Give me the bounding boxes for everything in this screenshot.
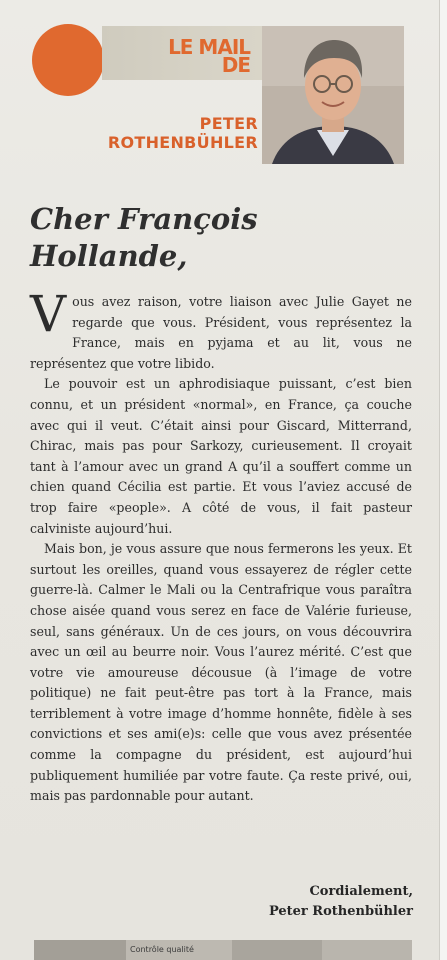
column-brand (168, 35, 250, 77)
portrait-illustration (262, 26, 404, 164)
orange-circle-logo (32, 24, 104, 96)
signoff-greeting: Cordialement, (309, 884, 413, 899)
signoff-author: Peter Rothenbühler (268, 904, 413, 919)
title-line-2: Hollande, (30, 239, 188, 273)
footer-segment-3 (232, 940, 322, 960)
drop-cap: V (30, 285, 67, 343)
paragraph-1-text: ous avez raison, votre liaison avec Julie Gayet ne regarde que vous. Président, vous représentez la France, mais en pyjama et au lit, vous ne représentez que votre libido. (30, 294, 412, 371)
page-edge (439, 0, 447, 960)
footer-segment-4 (322, 940, 412, 960)
author-portrait (262, 26, 404, 164)
letter-body (30, 285, 412, 807)
letter-title (30, 201, 410, 275)
paragraph-2: Le pouvoir est un aphrodisiaque puissant, c’est bien connu, et un président «normal», en France, ça couche avec qui il veut. C’était ainsi pour Giscard, Mitterrand, Chirac, mais pas pour Sarkozy, curieusement. Il croyait tant à l’amour avec un grand A qu’il a souffert comme un chien quand Cécilia est partie. Et vous l’aviez accusé de trop faire «people». A côté de vous, il fait pasteur calviniste aujourd’hui. (30, 376, 412, 536)
header-band (102, 26, 262, 80)
quality-control-label: Contrôle qualité (130, 945, 194, 954)
column-header (28, 22, 408, 166)
author-first-name: PETER (199, 114, 258, 133)
footer-segment-1 (34, 940, 126, 960)
title-line-1: Cher François (30, 202, 258, 236)
brand-line-2: DE (221, 53, 250, 77)
brand-line-1: LE MAIL (168, 35, 250, 59)
paragraph-1 (30, 285, 412, 374)
author-last-name: ROTHENBÜHLER (107, 133, 258, 152)
signoff (269, 882, 413, 922)
author-name (50, 114, 258, 152)
paragraph-3: Mais bon, je vous assure que nous fermerons les yeux. Et surtout les oreilles, quand vous essayerez de régler cette guerre-là. Calmer le Mali ou la Centrafrique vous paraîtra chose aisée quand vous serez en face de Valérie furieuse, seul, sans généraux. Un de ces jours, on vous découvrira avec un œil au beurre noir. Vous l’aurez mérité. C’est que votre vie amoureuse décousue (à l’image de votre politique) ne fait peut-être pas tort à la France, mais terriblement à votre image d’homme honnête, fidèle à ses convictions et ses ami(e)s: celle que vous avez présentée comme la compagne du président, est aujourd’hui publiquement humiliée par votre faute. Ça reste privé, oui, mais pas pardonnable pour autant. (30, 541, 412, 804)
quality-control-bar (34, 940, 412, 960)
footer-segment-2 (126, 940, 232, 960)
